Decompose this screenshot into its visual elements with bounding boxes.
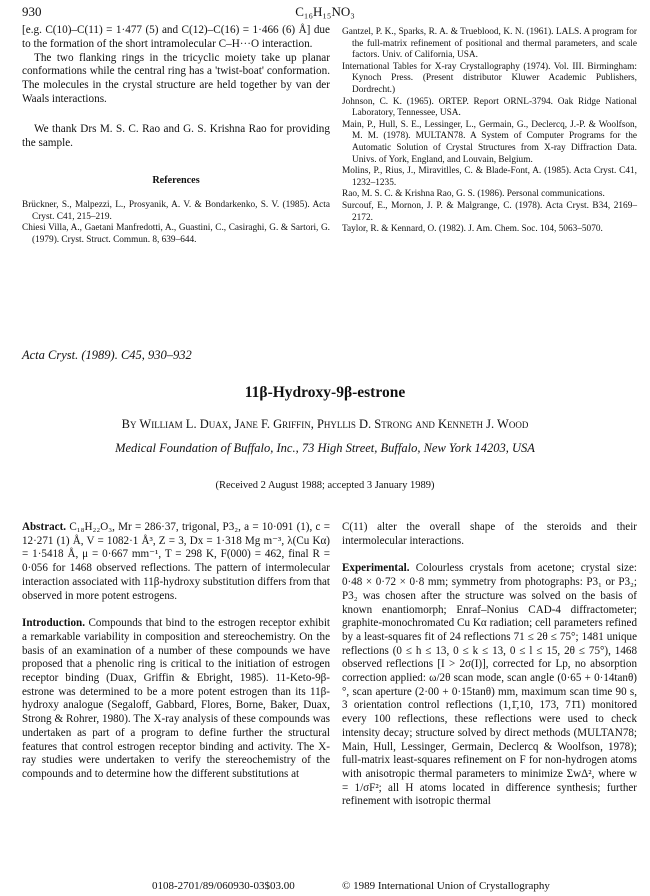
running-title: C₁₆H₁₅NO₃ xyxy=(295,4,355,19)
page-number: 930 xyxy=(22,4,42,19)
body-left-column xyxy=(22,521,330,782)
reference-item: Main, P., Hull, S. E., Lessinger, L., Germain, G., Declercq, J.-P. & Woolfson, M. M. (1978). MULTAN78. A System of Computer Programs for the Automatic Solution of Crystal Structures from X-ray Diffraction Data. Univs. of York, England, and Louvain, Belgium. xyxy=(342,119,637,165)
introduction-paragraph xyxy=(22,617,330,781)
reference-item: Brückner, S., Malpezzi, L., Prosyanik, A. V. & Bondarkenko, S. V. (1985). Acta Cryst. C41, 215–219. xyxy=(22,200,330,222)
reference-item: Gantzel, P. K., Sparks, R. A. & Trueblood, K. N. (1961). LALS. A program for the full-matrix refinement of positional and thermal parameters, and scale factors. Univ. of California, USA. xyxy=(342,27,637,61)
abstract-paragraph xyxy=(22,521,330,603)
top-right-references xyxy=(342,27,637,236)
reference-item: Taylor, R. & Kennard, O. (1982). J. Am. Chem. Soc. 104, 5063–5070. xyxy=(342,224,603,235)
paragraph-conformation: The two flanking rings in the tricyclic moiety take up planar conformations while the central ring has a 'twist-boat' conformation. The molecules in the crystal structure are held together by van der Waals interactions. xyxy=(22,51,330,105)
abstract-label: Abstract. xyxy=(22,521,67,533)
introduction-label: Introduction. xyxy=(22,617,85,630)
article-code: 0108-2701/89/060930-03$03.00 xyxy=(152,880,295,892)
experimental-text: Colourless crystals from acetone; crystal size: 0·48 × 0·72 × 0·8 mm; symmetry from photographs: P3₁ or P3₂; P3₂ was chosen after the structure was solved on the basis of known enantiomorph; Enraf–Nonius CAD-4 diffractometer; graphite-monochromated Cu Kα radiation; cell parameters refined by a least-squares fit of 24 reflections 71 ≤ 2θ ≤ 75°; 1481 unique reflections (0 ≤ h ≤ 13, 0 ≤ k ≤ 13, 0 ≤ l ≤ 15, 2θ ≤ 75°), 1468 observed reflections [I > 2σ(I)], corrected for Lp, no absorption correction applied: ω/2θ scan mode, scan angle (0·65 + 0·14tanθ)°, scan aperture (2·00 + 0·15tanθ) mm, maximum scan time 90 s, 3 orientation control reflections (1,1̄,10, 173, 71̄1) monitored every 100 reflections, these reflections were used to check intensity decay; structure solved by direct methods (MULTAN78; Main, Hull, Lessinger, Germain, Declercq & Woolfson, 1978); full-matrix least-squares refinement on F for non-hydrogen atoms with anisotropic thermal parameters to minimize ΣwΔ², where w = 1/σF²; all H atoms located in difference synthesis; further refinement with isotropic thermal xyxy=(342,562,637,808)
affiliation: Medical Foundation of Buffalo, Inc., 73 High Street, Buffalo, New York 14203, USA xyxy=(115,441,535,455)
top-left-column xyxy=(22,24,330,247)
introduction-continuation: C(11) alter the overall shape of the steroids and their intermolecular interactions. xyxy=(342,521,637,547)
copyright: © 1989 International Union of Crystallography xyxy=(342,880,550,892)
journal-citation: Acta Cryst. (1989). C45, 930–932 xyxy=(22,348,192,362)
received-dates: (Received 2 August 1988; accepted 3 January 1989) xyxy=(215,480,435,491)
reference-item: Molins, P., Rius, J., Miravitlles, C. & Blade-Font, A. (1985). Acta Cryst. C41, 1232–1235. xyxy=(342,166,637,188)
article-title: 11β-Hydroxy-9β-estrone xyxy=(244,384,406,401)
abstract-text: C₁₈H₂₂O₃, Mr = 286·37, trigonal, P3₂, a = 10·091 (1), c = 12·271 (1) Å, V = 1082·1 Å³, Z = 3, Dx = 1·318 Mg m⁻³, λ(Cu Kα) = 1·5418 Å, μ = 0·667 mm⁻¹, T = 298 K, F(000) = 462, final R = 0·056 for 1468 observed reflections. The pattern of intermolecular interaction associated with 11β-hydroxy substitution differs from that observed in more potent estrogens. xyxy=(22,521,330,602)
acknowledgement: We thank Drs M. S. C. Rao and G. S. Krishna Rao for providing the sample. xyxy=(22,122,330,149)
body-right-column xyxy=(342,521,637,809)
introduction-text: Compounds that bind to the estrogen receptor exhibit a remarkable variability in composition and stereochemistry. On the basis of an examination of a number of these compounds we have proposed that a phenolic ring is critical to the initiation of estrogen receptor binding (Duax, Griffin & Ebright, 1985). 11-Keto-9β-estrone was determined to be a more potent estrogen than its 11β-hydroxy analogue (Segaloff, Gabbard, Flores, Borne, Baker, Duax, Strong & Rohrer, 1980). The X-ray analysis of these compounds was undertaken as part of a program to define further the structural features that control estrogen receptor binding and activity. The X-ray studies were undertaken to verify the stereochemistry of the compounds and to determine how the different substitutions at xyxy=(22,617,330,780)
author-list: By William L. Duax, Jane F. Griffin, Phyllis D. Strong and Kenneth J. Wood xyxy=(121,417,529,431)
paragraph-bond-lengths: [e.g. C(10)–C(11) = 1·477 (5) and C(12)–C(16) = 1·466 (6) Å] due to the formation of the short intramolecular C–H···O interaction. xyxy=(22,24,330,50)
reference-item: Surcouf, E., Mornon, J. P. & Malgrange, C. (1978). Acta Cryst. B34, 2169–2172. xyxy=(342,200,637,223)
experimental-label: Experimental. xyxy=(342,562,410,575)
reference-item: Johnson, C. K. (1965). ORTEP. Report ORNL-3794. Oak Ridge National Laboratory, Tennessee, USA. xyxy=(342,96,637,119)
reference-item: Rao, M. S. C. & Krishna Rao, G. S. (1986). Personal communications. xyxy=(342,189,605,200)
references-heading: References xyxy=(152,175,200,187)
reference-item: Chiesi Villa, A., Gaetani Manfredotti, A., Guastini, C., Casiraghi, G. & Sartori, G. (1979). Cryst. Struct. Commun. 8, 639–644. xyxy=(22,223,330,245)
reference-item: International Tables for X-ray Crystallography (1974). Vol. III. Birmingham: Kynoch Press. (Present distributor Kluwer Academic Publishers, Dordrecht.) xyxy=(342,61,637,95)
experimental-paragraph xyxy=(342,562,637,809)
